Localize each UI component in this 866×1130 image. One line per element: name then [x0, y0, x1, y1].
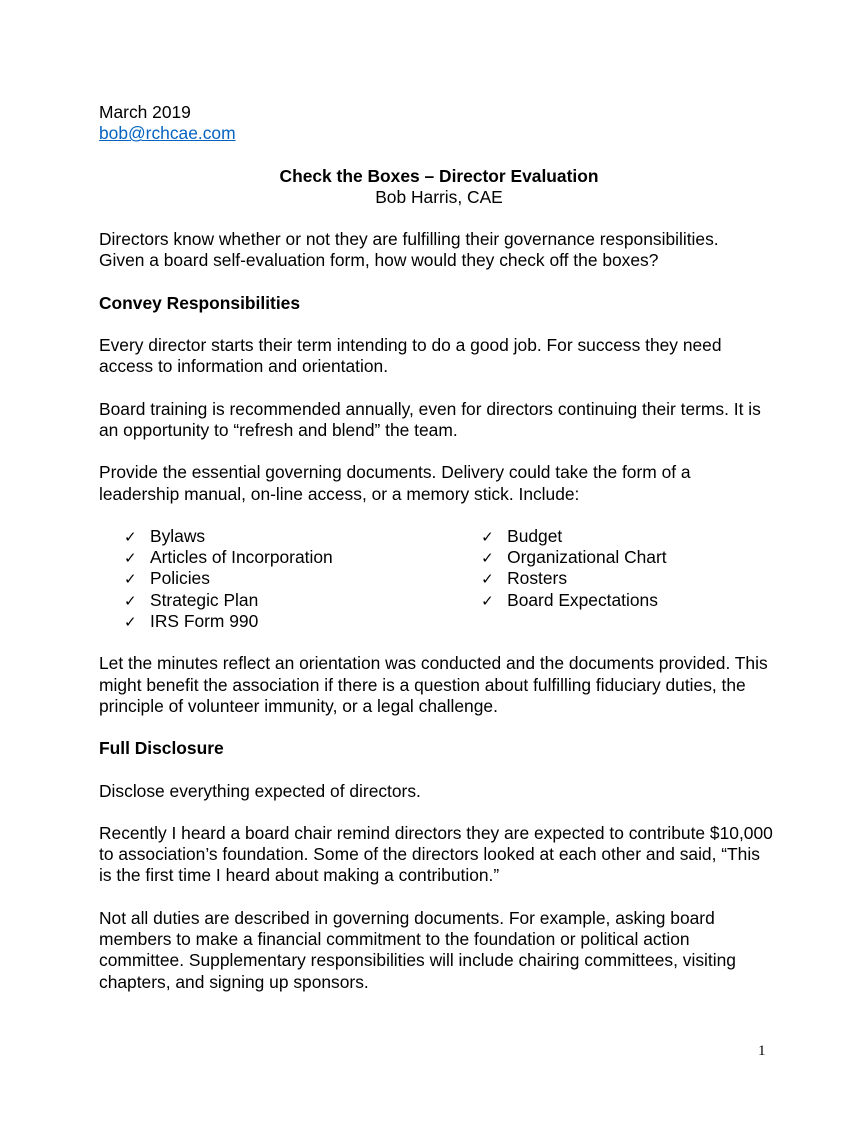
checklist-item-label: Budget — [507, 525, 563, 546]
text-line: an opportunity to “refresh and blend” the team. — [99, 419, 458, 440]
checklist-item-label: Strategic Plan — [150, 589, 259, 610]
checkmark-icon: ✓ — [124, 591, 137, 610]
checklist-item — [481, 547, 739, 568]
checklist-item — [124, 590, 481, 611]
document-page — [99, 102, 779, 993]
checklist-item-label: Rosters — [507, 568, 568, 589]
text-line: Not all duties are described in governing documents. For example, asking board — [99, 907, 715, 928]
checklist-item — [481, 526, 739, 547]
page-number: 1 — [758, 1043, 766, 1059]
checklist-item — [124, 611, 481, 632]
text-line: might benefit the association if there is a question about fulfilling fiduciary duties, the — [99, 674, 746, 695]
section-heading-disclosure: Full Disclosure — [99, 738, 224, 759]
disclosure-paragraph-1 — [99, 781, 779, 802]
checklist-item — [124, 568, 481, 589]
convey-paragraph-1 — [99, 335, 779, 378]
text-line: is the first time I heard about making a contribution.” — [99, 865, 500, 886]
checklist-item-label: Articles of Incorporation — [150, 547, 333, 568]
checkmark-icon: ✓ — [481, 549, 494, 568]
checkmark-icon: ✓ — [124, 549, 137, 568]
checklist-item-label: Policies — [150, 568, 210, 589]
checkmark-icon: ✓ — [124, 527, 137, 546]
author-email-link[interactable]: bob@rchcae.com — [99, 123, 236, 144]
text-line: access to information and orientation. — [99, 356, 389, 377]
document-date: March 2019 — [99, 102, 191, 122]
text-line: principle of volunteer immunity, or a legal challenge. — [99, 695, 498, 716]
section-heading-convey: Convey Responsibilities — [99, 292, 301, 313]
checklist-column-left — [124, 526, 481, 632]
convey-paragraph-4 — [99, 653, 779, 717]
document-author: Bob Harris, CAE — [375, 186, 503, 207]
checklist-item — [124, 526, 481, 547]
text-line: Recently I heard a board chair remind directors they are expected to contribute $10,000 — [99, 822, 773, 843]
checklist-item — [124, 547, 481, 568]
checklist-item — [481, 590, 739, 611]
checklist-item-label: IRS Form 990 — [150, 611, 259, 632]
text-line: members to make a financial commitment to the foundation or political action — [99, 929, 690, 950]
disclosure-paragraph-2 — [99, 823, 779, 887]
checklist-item-label: Board Expectations — [507, 589, 658, 610]
checkmark-icon: ✓ — [481, 570, 494, 589]
checkmark-icon: ✓ — [481, 527, 494, 546]
text-line: Let the minutes reflect an orientation was conducted and the documents provided. This — [99, 653, 768, 674]
checklist-item — [481, 568, 739, 589]
checkmark-icon: ✓ — [124, 570, 137, 589]
text-line: committee. Supplementary responsibilities will include chairing committees, visiting — [99, 950, 736, 971]
text-line: chapters, and signing up sponsors. — [99, 971, 369, 992]
text-line: Board training is recommended annually, even for directors continuing their terms. It is — [99, 398, 761, 419]
checkmark-icon: ✓ — [481, 591, 494, 610]
checklist-item-label: Organizational Chart — [507, 547, 667, 568]
checkmark-icon: ✓ — [124, 613, 137, 632]
checklist-item-label: Bylaws — [150, 525, 206, 546]
convey-paragraph-3 — [99, 462, 779, 505]
text-line: Directors know whether or not they are fulfilling their governance responsibilities. — [99, 229, 719, 250]
text-line: Disclose everything expected of directors. — [99, 780, 421, 801]
text-line: to association’s foundation. Some of the directors looked at each other and said, “This — [99, 844, 760, 865]
text-line: Every director starts their term intending to do a good job. For success they need — [99, 335, 722, 356]
checklist-column-right — [481, 526, 739, 632]
document-title: Check the Boxes – Director Evaluation — [279, 165, 599, 186]
text-line: leadership manual, on-line access, or a memory stick. Include: — [99, 483, 580, 504]
intro-paragraph — [99, 229, 779, 272]
text-line: Given a board self-evaluation form, how would they check off the boxes? — [99, 250, 659, 271]
disclosure-paragraph-3 — [99, 908, 779, 993]
convey-paragraph-2 — [99, 399, 779, 442]
text-line: Provide the essential governing documents. Delivery could take the form of a — [99, 462, 691, 483]
documents-checklist — [99, 526, 739, 632]
